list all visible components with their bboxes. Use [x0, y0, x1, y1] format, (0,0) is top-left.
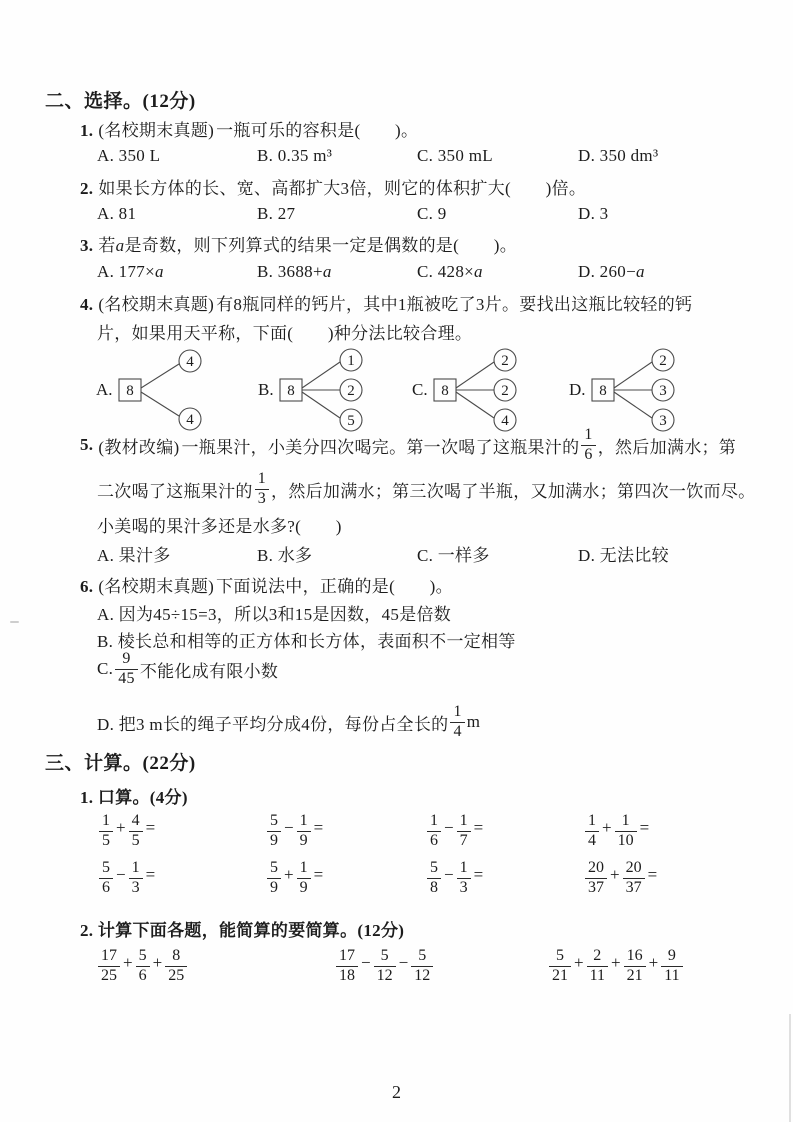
question-4-tag: (名校期末真题): [98, 295, 215, 314]
question-4-line1: [80, 290, 692, 315]
diagram-a-label: A.: [96, 380, 113, 399]
oral-problem-7: $\frac{5}{8}$ − $\frac{1}{3}$ =: [425, 860, 583, 897]
fraction-1-6: $\frac{1}{6}$: [581, 427, 595, 464]
question-3: [80, 231, 517, 256]
section-calc-title: 三、计算。(22分): [45, 753, 196, 774]
oral-problem-8: $\frac{20}{37}$ + $\frac{20}{37}$ =: [583, 860, 658, 897]
scan-artifact-dash: [10, 621, 19, 623]
svg-text:4: 4: [185, 354, 194, 370]
svg-text:3: 3: [658, 383, 667, 399]
option-2a: A. 81: [97, 204, 137, 223]
question-1-options: [97, 146, 658, 166]
option-1d: D. 350 dm³: [578, 146, 659, 165]
question-6-option-a: A. 因为45÷15=3，所以3和15是因数，45是倍数: [97, 605, 452, 624]
option-2d: D. 3: [578, 204, 609, 223]
fraction-9-45: $\frac{9}{45}$: [115, 651, 138, 688]
svg-text:4: 4: [500, 413, 509, 429]
option-5d: D. 无法比较: [578, 546, 669, 565]
question-2-text: 如果长方体的长、宽、高都扩大3倍，则它的体积扩大( )倍。: [98, 179, 587, 198]
svg-text:8: 8: [125, 383, 134, 399]
oral-row-1: [97, 808, 650, 854]
question-5-text-1a: 一瓶果汁，小美分四次喝完。第一次喝了这瓶果汁的: [181, 437, 580, 457]
oral-row-2: [97, 855, 658, 901]
question-6-option-c-suffix: 不能化成有限小数: [139, 661, 279, 681]
question-5-line2: [97, 464, 755, 514]
question-6-tag: (名校期末真题): [98, 577, 215, 596]
option-3a: A. 177×a: [97, 262, 164, 281]
question-5-line1: [80, 420, 736, 470]
question-4-text-2: 片，如果用天平称，下面( )种分法比较合理。: [97, 324, 473, 343]
svg-text:8: 8: [286, 383, 295, 399]
question-3-text-2: 是奇数，则下列算式的结果一定是偶数的是( )。: [124, 236, 518, 255]
question-5-text-2a: 二次喝了这瓶果汁的: [97, 481, 253, 501]
option-1b: B. 0.35 m³: [257, 146, 333, 165]
question-3-text-1: 若: [98, 236, 116, 255]
question-6-number: 6.: [80, 577, 94, 596]
simplify-problems: [96, 940, 685, 992]
svg-text:8: 8: [440, 383, 449, 399]
simplify-problem-2: $\frac{17}{18}$ − $\frac{5}{12}$ − $\frac{5}{12}$: [334, 948, 547, 985]
question-2: [80, 174, 586, 199]
question-1-text: 一瓶可乐的容积是( )。: [216, 121, 419, 140]
question-3-options: [97, 262, 645, 282]
question-1-tag: (名校期末真题): [98, 121, 215, 140]
question-6-option-b: B. 棱长总和相等的正方体和长方体，表面积不一定相等: [97, 632, 516, 651]
svg-text:8: 8: [598, 383, 607, 399]
fraction-1-3: $\frac{1}{3}$: [255, 471, 269, 508]
diagram-c-label: C.: [412, 380, 428, 399]
question-5-number: 5.: [80, 435, 94, 454]
svg-text:5: 5: [346, 413, 355, 429]
question-3-number: 3.: [80, 236, 94, 255]
option-1c: C. 350 mL: [417, 146, 493, 165]
diagram-d-label: D.: [569, 380, 586, 399]
fraction-1-4: $\frac{1}{4}$: [450, 704, 464, 741]
question-5-text-3: 小美喝的果汁多还是水多?( ): [97, 517, 342, 536]
oral-problem-1: $\frac{1}{5}$ + $\frac{4}{5}$ =: [97, 813, 265, 850]
option-5c: C. 一样多: [417, 546, 490, 565]
question-3-variable: a: [115, 236, 125, 255]
svg-text:2: 2: [500, 353, 509, 369]
oral-problem-5: $\frac{5}{6}$ − $\frac{1}{3}$ =: [97, 860, 265, 897]
oral-problem-3: $\frac{1}{6}$ − $\frac{1}{7}$ =: [425, 813, 583, 850]
section-choice-title: 二、选择。(12分): [45, 91, 196, 112]
option-2c: C. 9: [417, 204, 447, 223]
svg-text:1: 1: [346, 353, 355, 369]
svg-text:2: 2: [346, 383, 355, 399]
simplify-problem-3: $\frac{5}{21}$ + $\frac{2}{11}$ + $\frac{16}{21}$ + $\frac{9}{11}$: [547, 948, 685, 985]
svg-text:2: 2: [658, 353, 667, 369]
option-1a: A. 350 L: [97, 146, 161, 165]
diagram-b-label: B.: [258, 380, 274, 399]
simplify-problem-1: $\frac{17}{25}$ + $\frac{5}{6}$ + $\frac{8}{25}$: [96, 948, 334, 985]
question-5-options: [97, 541, 669, 566]
question-6-option-d: [97, 696, 480, 748]
question-6-option-d-prefix: D. 把3 m长的绳子平均分成4份，每份占全长的: [97, 714, 449, 734]
question-4-number: 4.: [80, 295, 94, 314]
oral-problem-4: $\frac{1}{4}$ + $\frac{1}{10}$ =: [583, 813, 650, 850]
question-1-number: 1.: [80, 121, 94, 140]
question-6-option-c-prefix: C.: [97, 659, 114, 678]
question-4-line2: [97, 319, 472, 344]
question-5-line3: [97, 512, 342, 537]
question-1: [80, 116, 418, 141]
question-6: [80, 572, 453, 597]
option-3c: C. 428×a: [417, 262, 483, 281]
svg-text:3: 3: [658, 413, 667, 429]
calc-sub1-title: 1. 口算。(4分): [80, 788, 188, 807]
question-6-text: 下面说法中，正确的是( )。: [216, 577, 453, 596]
question-5-tag: (教材改编): [98, 437, 180, 457]
question-5-text-2b: ，然后加满水；第三次喝了半瓶，又加满水；第四次一饮而尽。: [271, 481, 756, 501]
option-3b: B. 3688+a: [257, 262, 332, 281]
question-6-option-d-suffix: m: [466, 712, 481, 731]
option-5a: A. 果汁多: [97, 546, 171, 565]
oral-problem-6: $\frac{5}{9}$ + $\frac{1}{9}$ =: [265, 860, 425, 897]
oral-problem-2: $\frac{5}{9}$ − $\frac{1}{9}$ =: [265, 813, 425, 850]
svg-text:2: 2: [500, 383, 509, 399]
option-3d: D. 260−a: [578, 262, 645, 281]
calc-sub2-title: 2. 计算下面各题，能简算的要简算。(12分): [80, 921, 405, 940]
question-2-number: 2.: [80, 179, 94, 198]
svg-text:4: 4: [185, 412, 194, 428]
question-6-option-c: [97, 642, 278, 696]
option-2b: B. 27: [257, 204, 296, 223]
question-2-options: [97, 204, 608, 224]
page-number: 2: [392, 1082, 401, 1102]
scan-artifact-edge: [789, 1014, 791, 1122]
question-4-text-1: 有8瓶同样的钙片，其中1瓶被吃了3片。要找出这瓶比较轻的钙: [216, 295, 693, 314]
option-5b: B. 水多: [257, 546, 313, 565]
question-5-text-1b: ，然后加满水；第: [597, 437, 737, 457]
